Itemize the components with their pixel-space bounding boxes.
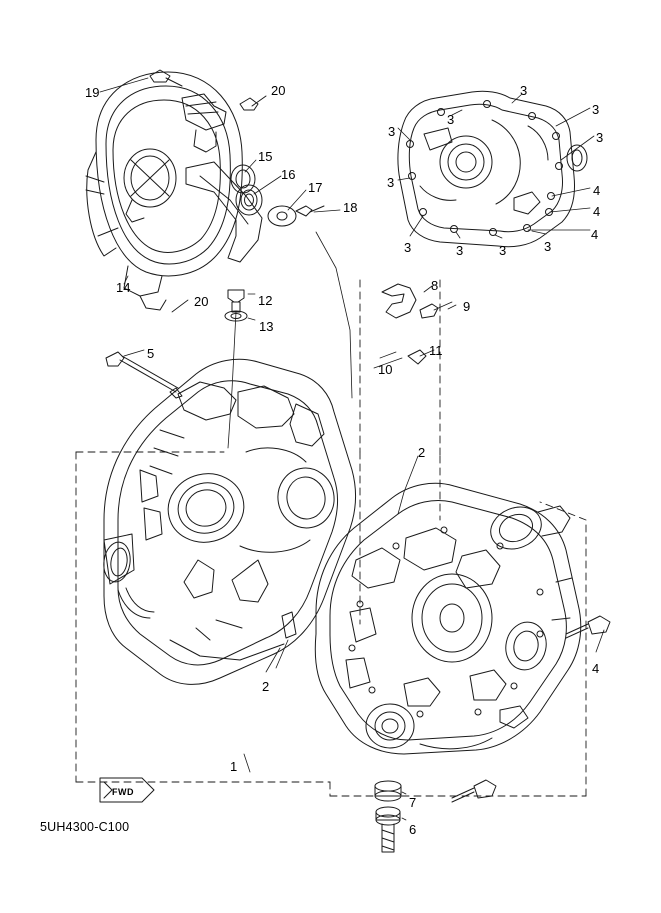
callout-15: 15 [258, 149, 273, 164]
callout-4-c: 4 [591, 227, 599, 242]
callout-4-b: 4 [593, 204, 601, 219]
callout-18: 18 [343, 200, 358, 215]
callout-6: 6 [409, 822, 417, 837]
callout-2-b: 2 [262, 679, 270, 694]
crankcase-right-main [315, 483, 580, 754]
drain-bolt-group [375, 780, 496, 852]
callout-14: 14 [116, 280, 131, 295]
crankcase-half-top-right [398, 91, 594, 246]
callout-10: 10 [378, 362, 393, 377]
callout-7: 7 [409, 795, 417, 810]
callout-3-d: 3 [388, 124, 396, 139]
callout-16: 16 [281, 167, 296, 182]
callout-17: 17 [308, 180, 323, 195]
callout-3-h: 3 [456, 243, 464, 258]
callout-4-d: 4 [592, 661, 600, 676]
callout-3-a: 3 [520, 83, 528, 98]
callout-11: 11 [429, 343, 443, 358]
callout-3-j: 3 [544, 239, 552, 254]
bolt-4-right [566, 616, 610, 652]
callout-3-f: 3 [387, 175, 395, 190]
part-code-label: 5UH4300-C100 [40, 820, 130, 834]
callout-3-b: 3 [447, 112, 455, 127]
small-parts-group [106, 284, 456, 398]
callout-12: 12 [258, 293, 273, 308]
callout-5: 5 [147, 346, 155, 361]
callout-3-i: 3 [499, 243, 507, 258]
callout-4-a: 4 [593, 183, 601, 198]
callout-3-c: 3 [592, 102, 600, 117]
callout-8: 8 [431, 278, 439, 293]
crankcase-left-main [101, 359, 355, 684]
leader-lines [172, 232, 418, 772]
callout-3-e: 3 [596, 130, 604, 145]
callout-13: 13 [259, 319, 274, 334]
callout-2-a: 2 [418, 445, 426, 460]
callout-20-top: 20 [271, 83, 286, 98]
fwd-direction-label: FWD [112, 787, 134, 797]
callout-9: 9 [463, 299, 471, 314]
callout-20-lower: 20 [194, 294, 209, 309]
callout-19: 19 [85, 85, 100, 100]
callout-3-g: 3 [404, 240, 412, 255]
callout-1: 1 [230, 759, 238, 774]
